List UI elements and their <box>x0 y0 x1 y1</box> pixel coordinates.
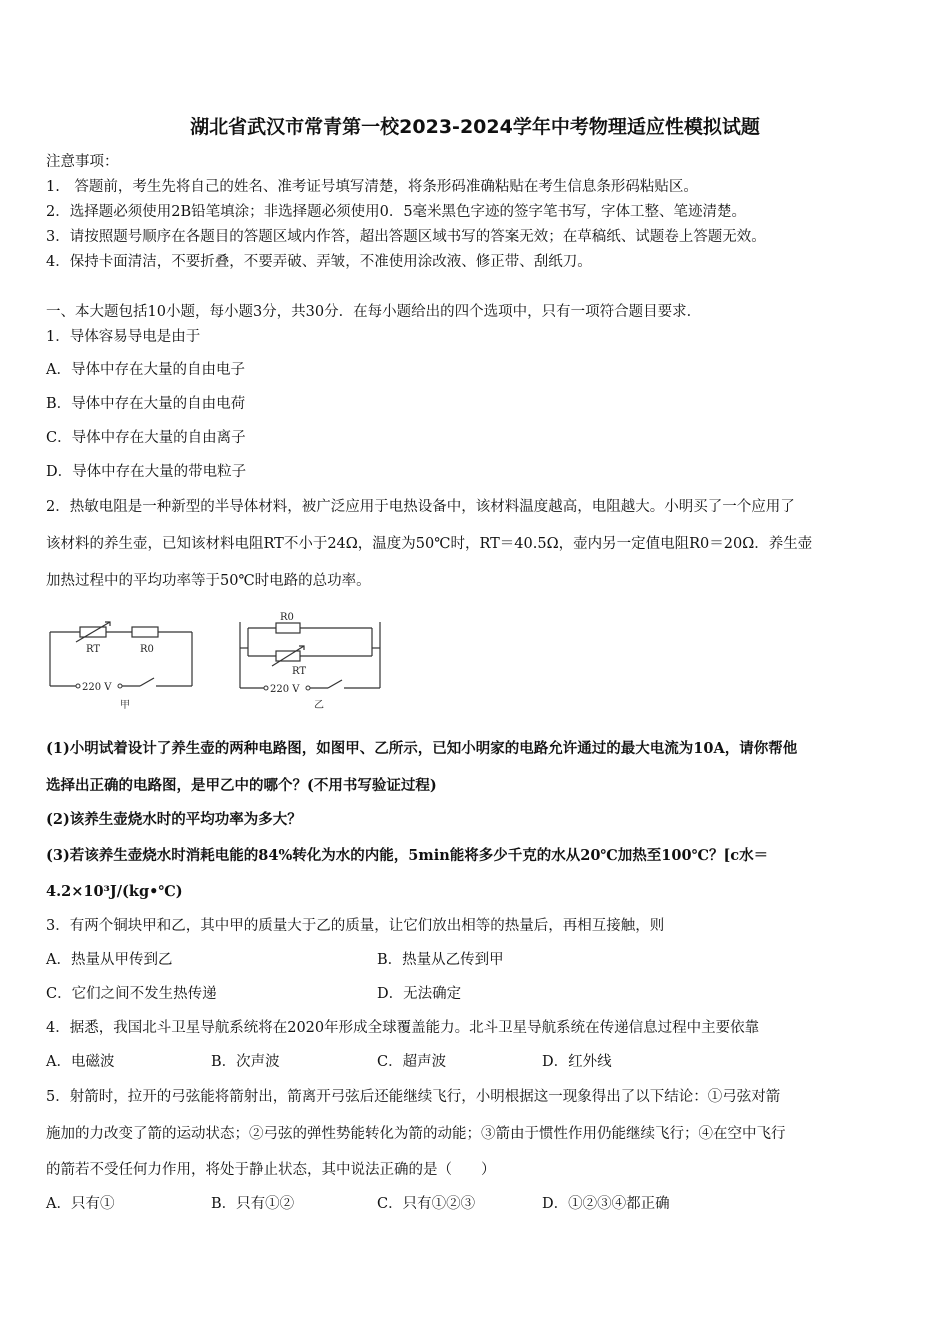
switch <box>140 678 154 686</box>
notice-item: 1. 答题前，考生先将自己的姓名、准考证号填写清楚，将条形码准确粘贴在考生信息条形码粘贴区。 <box>46 179 698 195</box>
rt-label: RT <box>86 644 101 655</box>
diagram-label-yi: 乙 <box>314 700 324 711</box>
q1-stem: 1．导体容易导电是由于 <box>46 329 201 345</box>
rt-label: RT <box>292 666 307 677</box>
q2-sub: 4.2×10³J/(kg•℃) <box>46 883 183 900</box>
q3-option-a: A．热量从甲传到乙 <box>46 952 173 968</box>
q2-sub: (2)该养生壶烧水时的平均功率为多大？ <box>46 811 302 828</box>
q4-option-c: C．超声波 <box>377 1054 447 1070</box>
q4-option-b: B．次声波 <box>211 1054 280 1070</box>
notice-item: 3．请按照题号顺序在各题目的答题区域内作答，超出答题区域书写的答案无效；在草稿纸、试题卷上答题无效。 <box>46 229 766 245</box>
voltage-label: 220 V <box>82 682 112 693</box>
q4-option-d: D．红外线 <box>542 1054 612 1070</box>
section-heading: 一、本大题包括10小题，每小题3分，共30分．在每小题给出的四个选项中，只有一项符合题目要求． <box>46 304 702 320</box>
circuit-diagram-jia <box>46 612 206 712</box>
q5-option-a: A．只有① <box>46 1196 115 1212</box>
q1-option-b: B．导体中存在大量的自由电荷 <box>46 396 246 412</box>
q2-line: 该材料的养生壶，已知该材料电阻RT不小于24Ω，温度为50℃时，RT＝40.5Ω，壶内另一定值电阻R0＝20Ω．养生壶 <box>46 536 813 552</box>
q3-stem: 3．有两个铜块甲和乙，其中甲的质量大于乙的质量，让它们放出相等的热量后，再相互接触，则 <box>46 918 665 934</box>
page-title: 湖北省武汉市常青第一校2023-2024学年中考物理适应性模拟试题 <box>190 116 760 138</box>
q5-line: 5．射箭时，拉开的弓弦能将箭射出，箭离开弓弦后还能继续飞行，小明根据这一现象得出了以下结论：①弓弦对箭 <box>46 1089 781 1105</box>
voltage-label: 220 V <box>270 684 300 695</box>
q4-stem: 4．据悉，我国北斗卫星导航系统将在2020年形成全球覆盖能力。北斗卫星导航系统在传递信息过程中主要依靠 <box>46 1020 760 1036</box>
q2-sub: 选择出正确的电路图，是甲乙中的哪个？(不用书写验证过程) <box>46 777 437 794</box>
q5-option-b: B．只有①② <box>211 1196 295 1212</box>
diagram-label-jia: 甲 <box>120 700 130 711</box>
q5-option-d: D．①②③④都正确 <box>542 1196 670 1212</box>
q4-option-a: A．电磁波 <box>46 1054 115 1070</box>
notice-heading: 注意事项： <box>46 154 119 170</box>
q3-option-c: C．它们之间不发生热传递 <box>46 986 217 1002</box>
resistor-r0 <box>276 623 300 633</box>
q2-sub: (3)若该养生壶烧水时消耗电能的84%转化为水的内能，5min能将多少千克的水从20℃加热至100℃？[c水＝ <box>46 847 769 864</box>
q1-option-d: D．导体中存在大量的带电粒子 <box>46 464 247 480</box>
r0-label: R0 <box>140 644 154 655</box>
resistor-r0 <box>132 627 158 637</box>
q5-line: 的箭若不受任何力作用，将处于静止状态，其中说法正确的是（ ） <box>46 1162 496 1178</box>
q3-option-b: B．热量从乙传到甲 <box>377 952 504 968</box>
notice-item: 4．保持卡面清洁，不要折叠，不要弄破、弄皱，不准使用涂改液、修正带、刮纸刀。 <box>46 254 592 270</box>
q2-line: 2．热敏电阻是一种新型的半导体材料，被广泛应用于电热设备中，该材料温度越高，电阻越大。小明买了一个应用了 <box>46 499 795 515</box>
switch <box>328 680 342 688</box>
notice-item: 2．选择题必须使用2B铅笔填涂；非选择题必须使用0．5毫米黑色字迹的签字笔书写，字体工整、笔迹清楚。 <box>46 204 747 220</box>
q5-option-c: C．只有①②③ <box>377 1196 476 1212</box>
q1-option-a: A．导体中存在大量的自由电子 <box>46 362 245 378</box>
q5-line: 施加的力改变了箭的运动状态；②弓弦的弹性势能转化为箭的动能；③箭由于惯性作用仍能继续飞行；④在空中飞行 <box>46 1126 786 1142</box>
r0-label: R0 <box>280 612 294 623</box>
q3-option-d: D．无法确定 <box>377 986 462 1002</box>
q1-option-c: C．导体中存在大量的自由离子 <box>46 430 246 446</box>
q2-line: 加热过程中的平均功率等于50℃时电路的总功率。 <box>46 573 371 589</box>
q2-sub: (1)小明试着设计了养生壶的两种电路图，如图甲、乙所示，已知小明家的电路允许通过的最大电流为10A，请你帮他 <box>46 740 798 757</box>
circuit-diagram-yi <box>234 608 394 712</box>
